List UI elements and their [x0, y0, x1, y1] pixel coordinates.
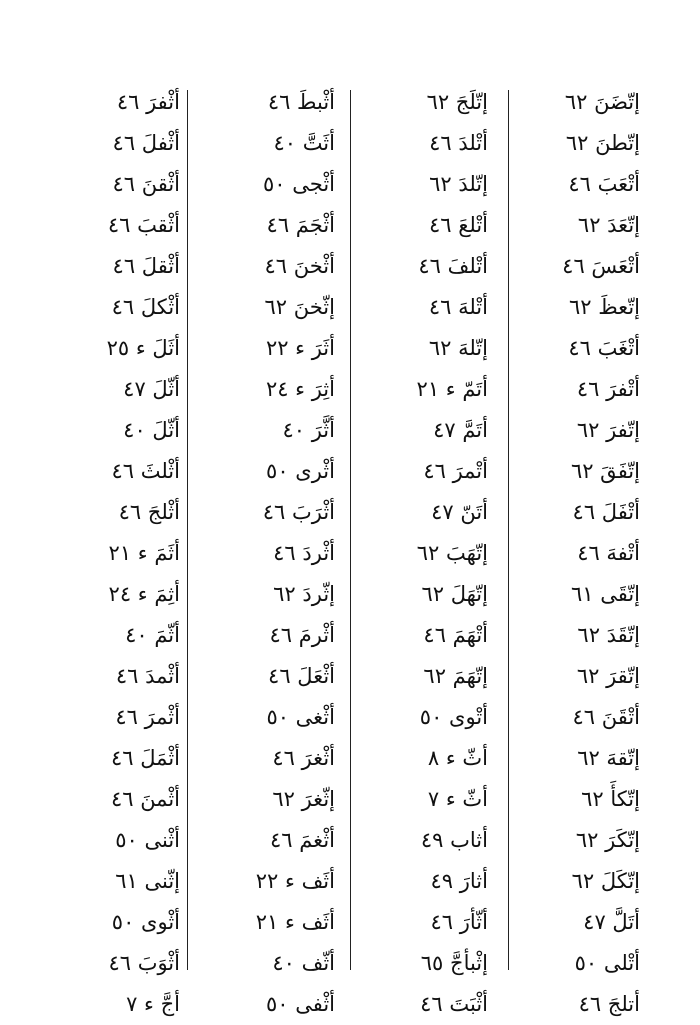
column-3 — [185, 82, 335, 1025]
list-item: أثِمَ ء ٢٤ — [108, 582, 180, 606]
list-item: إتّلهَ ٦٢ — [428, 336, 488, 360]
list-item: أتَلَّ ٤٧ — [583, 910, 640, 934]
list-item: أتْلدَ ٤٦ — [429, 131, 488, 155]
list-item: إتّطنَ ٦٢ — [565, 131, 640, 155]
list-item: أتْلى ٥٠ — [574, 951, 640, 975]
list-item: أتْفهَ ٤٦ — [577, 541, 640, 565]
list-item: أتْفرَ ٤٦ — [576, 377, 640, 401]
list-item: أثْغى ٥٠ — [266, 705, 335, 729]
list-item: أجَّ ء ٧ — [126, 992, 180, 1016]
list-item: أثْقلَ ٤٦ — [112, 254, 180, 278]
list-item: أتْعَسَ ٤٦ — [562, 254, 640, 278]
list-item: أثِرَ ء ٢٤ — [265, 377, 335, 401]
list-item: إثْبأجَّ ٦٥ — [420, 951, 488, 975]
list-item: أتْوى ٥٠ — [419, 705, 488, 729]
list-item: أثْقنَ ٤٦ — [112, 172, 180, 196]
list-item: أثْعَلَ ٤٦ — [268, 664, 335, 688]
list-item: أتْمرَ ٤٦ — [423, 459, 488, 483]
list-item: أثَف ء ٢١ — [255, 910, 335, 934]
list-item: أثْلجَ ٤٦ — [118, 500, 180, 524]
list-item: أثْخنَ ٤٦ — [264, 254, 335, 278]
list-item: أثْغرَ ٤٦ — [272, 746, 335, 770]
list-item: أتْلفَ ٤٦ — [418, 254, 488, 278]
list-item: أثّ ء ٧ — [427, 787, 488, 811]
list-item: إتّقهَ ٦٢ — [577, 746, 640, 770]
list-item: أثْجى ٥٠ — [263, 172, 335, 196]
list-item: أتْلعَ ٤٦ — [428, 213, 488, 237]
list-item: أثْردَ ٤٦ — [273, 541, 335, 565]
list-item: أثْوَبَ ٤٦ — [108, 951, 180, 975]
list-item: إثّردَ ٦٢ — [273, 582, 335, 606]
list-item: أثْنى ٥٠ — [115, 828, 180, 852]
list-item: أثْفلَ ٤٦ — [112, 131, 180, 155]
list-item: أتْقَنَ ٤٦ — [572, 705, 640, 729]
list-item: أتْلهَ ٤٦ — [428, 295, 488, 319]
list-item: أثْبَتَ ٤٦ — [420, 992, 488, 1016]
list-item: إتّفَقَ ٦٢ — [570, 459, 640, 483]
list-item: إتّلَجَ ٦٢ — [426, 90, 488, 114]
list-item: أتْفَلَ ٤٦ — [572, 500, 640, 524]
list-item: إتّلدَ ٦٢ — [429, 172, 488, 196]
list-item: أثْوى ٥٠ — [111, 910, 180, 934]
list-item: إتّهَبَ ٦٢ — [416, 541, 488, 565]
list-item: أثارَ ٤٩ — [430, 869, 488, 893]
list-item: إتّضَنَ ٦٢ — [564, 90, 640, 114]
list-item: أثّلَ ٤٠ — [123, 418, 180, 442]
list-item: أثْمرَ ٤٦ — [115, 705, 180, 729]
list-item: أتَمَّ ٤٧ — [433, 418, 488, 442]
list-item: أثّ ء ٨ — [427, 746, 488, 770]
list-item: أثْمدَ ٤٦ — [115, 664, 180, 688]
list-item: أتلجَ ٤٦ — [578, 992, 640, 1016]
list-item: إتّقرَ ٦٢ — [576, 664, 640, 688]
list-item: أثْبطَ ٤٦ — [267, 90, 335, 114]
list-item: أثَتَّ ٤٠ — [273, 131, 335, 155]
list-item: أثْرمَ ٤٦ — [269, 623, 335, 647]
list-item: أثَرَ ء ٢٢ — [265, 336, 335, 360]
list-item: أثْفرَ ٤٦ — [116, 90, 180, 114]
list-item: أثْكلَ ٤٦ — [111, 295, 180, 319]
list-item: أثْمنَ ٤٦ — [110, 787, 180, 811]
list-item: إتّكأَ ٦٢ — [581, 787, 640, 811]
list-item: أثاب ٤٩ — [420, 828, 488, 852]
list-item: أتَمّ ء ٢١ — [416, 377, 488, 401]
list-item: أثّلَ ٤٧ — [123, 377, 180, 401]
list-item: إتّكَرَ ٦٢ — [575, 828, 640, 852]
list-item: أثْمَلَ ٤٦ — [111, 746, 180, 770]
list-item: أثْرَبَ ٤٦ — [262, 500, 335, 524]
column-2 — [338, 82, 488, 1025]
list-item: أثْغمَ ٤٦ — [269, 828, 335, 852]
column-1 — [490, 82, 640, 1025]
list-item: إتّهَمَ ٦٢ — [423, 664, 488, 688]
column-4 — [30, 82, 180, 1025]
list-item: أتَنّ ٤٧ — [431, 500, 488, 524]
list-item: أثْقبَ ٤٦ — [107, 213, 180, 237]
list-item: أتْهَمَ ٤٦ — [423, 623, 488, 647]
list-item: أثَف ء ٢٢ — [255, 869, 335, 893]
list-item: أتْعَبَ ٤٦ — [568, 172, 640, 196]
list-item: أثَمَ ء ٢١ — [108, 541, 180, 565]
list-item: إتّفرَ ٦٢ — [576, 418, 640, 442]
list-item: إتّقَدَ ٦٢ — [577, 623, 640, 647]
list-item: إتّعَدَ ٦٢ — [577, 213, 640, 237]
list-item: أثْرى ٥٠ — [266, 459, 335, 483]
list-item: أثَّرَ ٤٠ — [282, 418, 335, 442]
list-item: أثَلَ ء ٢٥ — [106, 336, 180, 360]
list-item: إتّهَلَ ٦٢ — [421, 582, 488, 606]
list-item: إتّعظَ ٦٢ — [569, 295, 640, 319]
list-item: إثّنى ٦١ — [115, 869, 180, 893]
list-item: أتْغَبَ ٤٦ — [568, 336, 640, 360]
list-item: أثْجَمَ ٤٦ — [266, 213, 335, 237]
list-item: إتّقَى ٦١ — [570, 582, 640, 606]
list-item: أثّمَ ٤٠ — [125, 623, 180, 647]
list-item: أثْفى ٥٠ — [265, 992, 335, 1016]
list-item: أثّف ٤٠ — [272, 951, 335, 975]
list-item: إتّكَلَ ٦٢ — [571, 869, 640, 893]
list-item: أثّأرَ ٤٦ — [430, 910, 488, 934]
list-item: أثْلثَ ٤٦ — [111, 459, 180, 483]
list-item: إثّغرَ ٦٢ — [272, 787, 335, 811]
list-item: إثّخنَ ٦٢ — [264, 295, 335, 319]
